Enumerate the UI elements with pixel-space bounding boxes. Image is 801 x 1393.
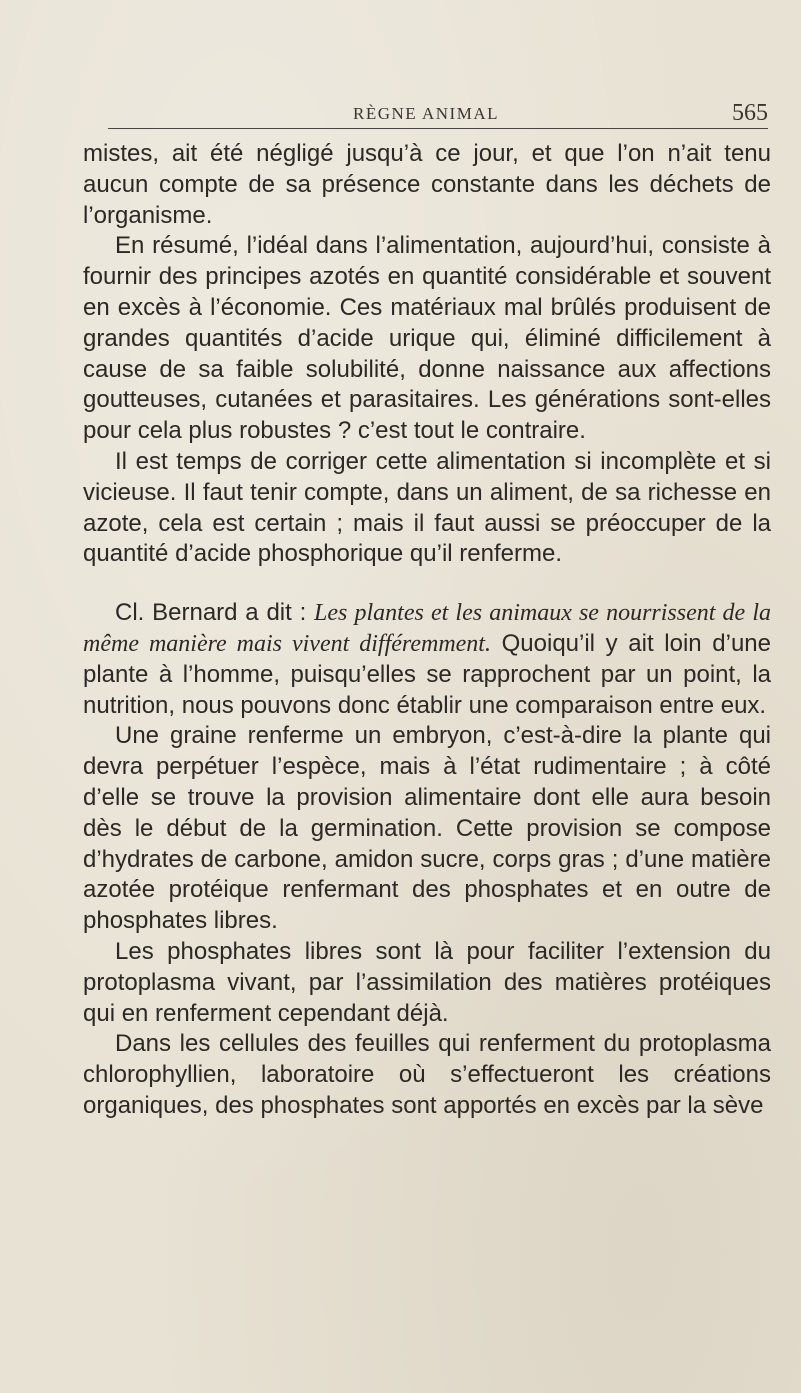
quote-continuation: Quoiqu’il y ait loin d’une plante à l’homme, puisqu’elles se rapprochent par un point, la nutrition, nous pouvons donc établir une comparaison entre eux. <box>83 629 771 719</box>
header-rule <box>108 128 768 129</box>
paragraph: Il est temps de corriger cette alimentation si incomplète et si vicieuse. Il faut tenir compte, dans un aliment, de sa richesse en azote, cela est certain ; mais il faut aussi se préoccuper de la quantité d’acide phosphorique qu’il renferme. <box>83 447 771 568</box>
running-head <box>82 100 770 130</box>
paragraph: En résumé, l’idéal dans l’alimentation, aujourd’hui, consiste à fournir des principes azotés en quantité considérable et souvent en excès à l’économie. Ces matériaux mal brûlés produisent de grandes quantités d’acide urique qui, éliminé difficilement à cause de sa faible solubilité, donne naissance aux affections goutteuses, cutanées et parasitaires. Les générations sont-elles pour cela plus robustes ? c’est tout le contraire. <box>83 232 771 445</box>
quote-intro: Cl. Bernard a dit : <box>115 599 315 627</box>
page-number: 565 <box>732 100 768 126</box>
body-text <box>83 139 771 1122</box>
paragraph: Dans les cellules des feuilles qui renferment du protoplasma chlorophyllien, laboratoire où s’effectueront les créations organiques, des phosphates sont apportés en excès par la sève <box>83 1030 771 1119</box>
paragraph: mistes, ait été négligé jusqu’à ce jour, et que l’on n’ait tenu aucun compte de sa présence constante dans les déchets de l’organisme. <box>83 140 771 229</box>
italic-quote: Les plantes et les animaux se nourrissent de la même manière mais vivent différemment. <box>83 600 771 657</box>
paragraph: Les phosphates libres sont là pour faciliter l’extension du protoplasma vivant, par l’assimilation des matières protéiques qui en renferment cependant déjà. <box>83 937 771 1027</box>
paragraph-quote <box>83 598 771 721</box>
paragraph: Une graine renferme un embryon, c’est-à-dire la plante qui devra perpétuer l’espèce, mais à l’état rudimentaire ; à côté d’elle se trouve la provision alimentaire dont elle aura besoin dès le début de la germination. Cette provision se compose d’hydrates de carbone, amidon sucre, corps gras ; d’une matière azotée protéique renfermant des phosphates et en outre de phosphates libres. <box>83 722 771 935</box>
running-title: RÈGNE ANIMAL <box>353 104 499 123</box>
